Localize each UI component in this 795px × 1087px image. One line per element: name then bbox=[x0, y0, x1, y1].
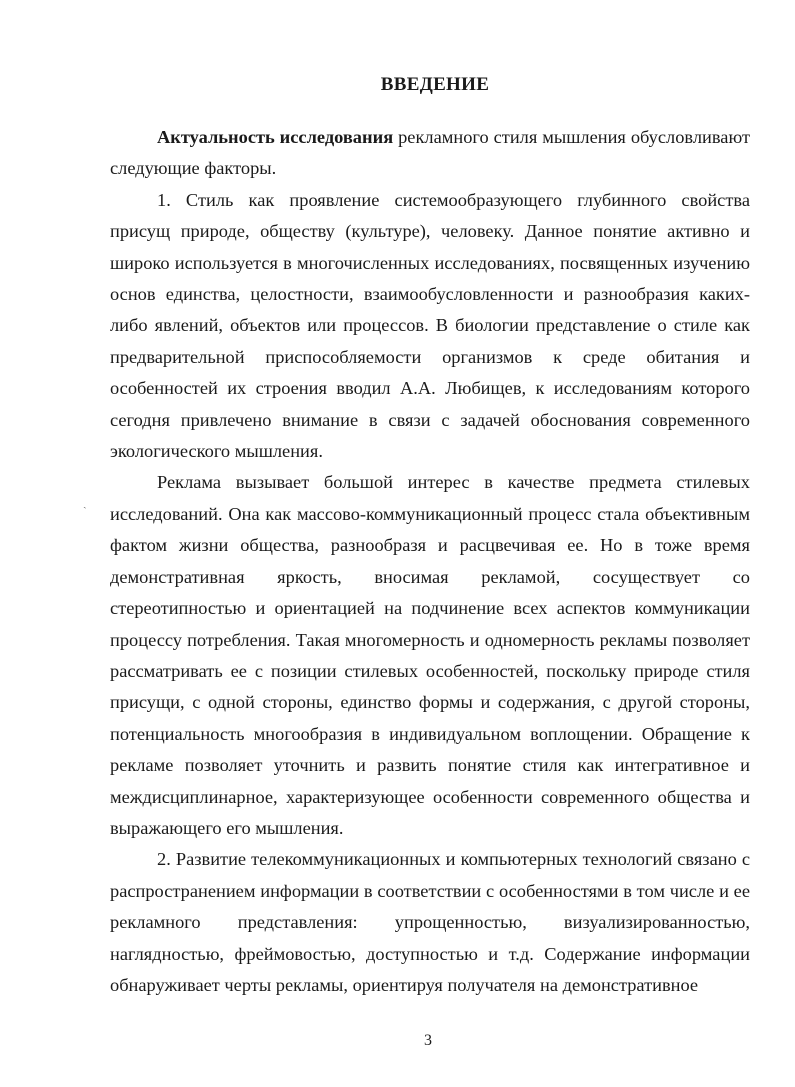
paragraph-2: Реклама вызывает большой интерес в качестве предмета стилевых исследований. Она как массово-коммуникационный процесс стала объективным фактом жизни общества, разнообразя и расцвечивая ее. Но в тоже время демонстративная яркость, вносимая рекламой, сосуществует со стереотипностью и ориентацией на подчинение всех аспектов коммуникации процессу потребления. Такая многомерность и одномерность рекламы позволяет рассматривать ее с позиции стилевых особенностей, поскольку природе стиля присущи, с одной стороны, единство формы и содержания, с другой стороны, потенциальность многообразия в индивидуальном воплощении. Обращение к рекламе позволяет уточнить и развить понятие стиля как интегративное и междисциплинарное, характеризующее особенности современного общества и выражающего его мышления. bbox=[110, 472, 750, 838]
paragraph-1: 1. Стиль как проявление системообразующего глубинного свойства присущ природе, обществу (культуре), человеку. Данное понятие активно и широко используется в многочисленных исследованиях, посвященных изучению основ единства, целостности, взаимообусловленности и разнообразия каких-либо явлений, объектов или процессов. В биологии представление о стиле как предварительной приспособляемости организмов к среде обитания и особенностей их строения вводил А.А. Любищев, к исследованиям которого сегодня привлечено внимание в связи с задачей обоснования современного экологического мышления. bbox=[110, 189, 750, 462]
paragraph-3: 2. Развитие телекоммуникационных и компьютерных технологий связано с распространением информации в соответствии с особенностями в том числе и ее рекламного представления: упрощенностью, визуализированностью, наглядностью, фреймовостью, доступностью и т.д. Содержание информации обнаруживает черты рекламы, ориентируя получателя на демонстративное bbox=[110, 849, 750, 995]
intro-paragraph bbox=[110, 122, 750, 185]
body-text bbox=[110, 122, 750, 1001]
page-title: ВВЕДЕНИЕ bbox=[380, 74, 490, 95]
page-number: 3 bbox=[424, 1032, 432, 1049]
intro-rest: рекламного стиля мышления обусловливают следующие факторы. bbox=[110, 127, 750, 179]
intro-bold-phrase: Актуальность исследования bbox=[157, 127, 394, 147]
scan-mark: ˏ bbox=[83, 497, 87, 509]
